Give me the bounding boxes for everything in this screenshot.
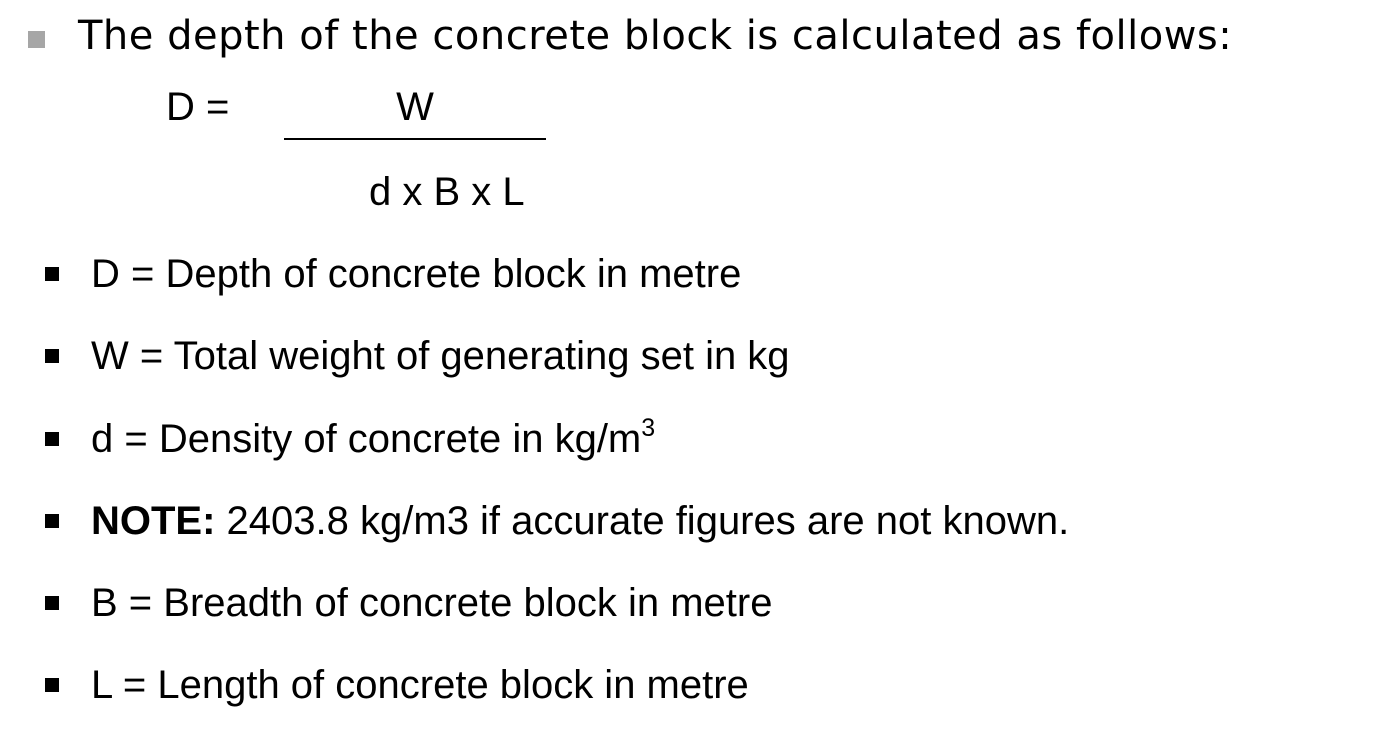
definition-text: W = Total weight of generating set in kg <box>91 334 790 378</box>
fraction-bar <box>284 138 546 140</box>
definition-text: B = Breadth of concrete block in metre <box>91 581 773 625</box>
heading-text: The depth of the concrete block is calculated as follows: <box>78 13 1233 59</box>
definition-item-breadth <box>45 578 772 628</box>
formula-denominator: d x B x L <box>369 170 525 214</box>
definition-item-density <box>45 414 655 464</box>
square-bullet-icon <box>45 432 59 446</box>
definition-text: D = Depth of concrete block in metre <box>91 252 742 296</box>
note-body: 2403.8 kg/m3 if accurate figures are not known. <box>215 499 1070 543</box>
definition-item-length <box>45 660 749 710</box>
square-bullet-icon <box>45 349 59 363</box>
square-bullet-icon <box>45 678 59 692</box>
definition-text: L = Length of concrete block in metre <box>91 663 749 707</box>
definition-text-main: d = Density of concrete in kg/m <box>91 417 642 461</box>
note-text <box>91 501 1069 541</box>
definition-item-weight <box>45 331 790 381</box>
formula-lhs: D = <box>166 85 230 129</box>
note-label: NOTE: <box>91 499 216 543</box>
superscript: 3 <box>641 414 656 442</box>
square-bullet-icon <box>45 596 59 610</box>
definition-item-note <box>45 496 1069 546</box>
square-bullet-icon <box>45 514 59 528</box>
square-bullet-icon <box>45 267 59 281</box>
definition-text <box>91 414 656 461</box>
heading <box>28 8 1232 64</box>
heading-bullet-icon <box>28 31 45 48</box>
formula-numerator: W <box>396 85 434 129</box>
definition-item-depth <box>45 249 741 299</box>
